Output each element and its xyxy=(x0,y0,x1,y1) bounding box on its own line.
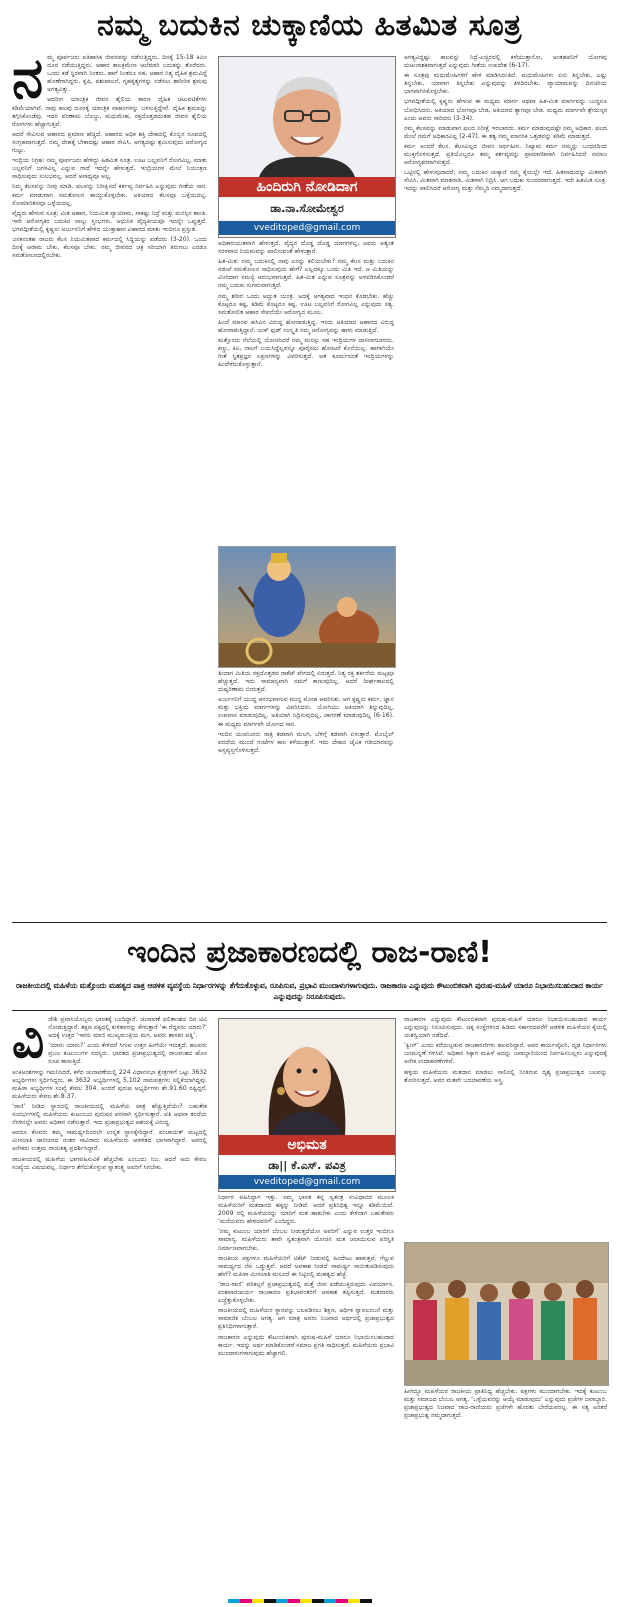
article1-paragraph: ಅಧಿಕಾರಯುತವಾಗಿ ಹೇಳುತ್ತದೆ. ವೈದ್ಯರ ದೊಡ್ಡ ದೊಡ್ಡ ಯಾಗಗಳಲ್ಲ, ಅವರು ಅತ್ಯಂತ ಸರಳವಾದ ನಿಯಮವನ್ನು ಪಾಲಿಸುವಂತೆ ಹೇಳುತ್ತಾರೆ. xyxy=(218,240,394,256)
article2-dropcap: ವಿ xyxy=(12,1016,45,1069)
article1-paragraph: ಮತ್ತೊಂದು ನೆಲೆಯಲ್ಲಿ ಯೋಚಿಸಿದರೆ ನಮ್ಮ ಮನಸ್ಸು ಸಹ ಇಂದ್ರಿಯಗಳ ದಾಸನಾಗಬಾರದು. ಕಣ್ಣು, ಕಿವಿ, ನಾಲಗೆ ಬಯಸಿದ್ದೆಲ್ಲವನ್ನೂ ಪೂರೈಸಲು ಹೊರಟರೆ ಕೊನೆಯಿಲ್ಲ. ಹಾಗಾಗಿಯೇ ಗೀತೆ ಸ್ಥಿತಪ್ರಜ್ಞನ ಲಕ್ಷಣಗಳನ್ನು ವಿವರಿಸುತ್ತದೆ. ಆತ ಕೂರ್ಮದಂತೆ ಇಂದ್ರಿಯಗಳನ್ನು ಹಿಂದೆಳೆದುಕೊಳ್ಳುತ್ತಾನೆ. xyxy=(218,337,394,369)
article1-paragraph: ಈ ಸೂತ್ರವು ಮಧುಮೇಹಿಗಳಿಗೆ ಹೇಳಿ ಮಾಡಿಸಿದಂತಿದೆ. ಮಧುಮೇಹಿಗಳು ಏನು ತಿನ್ನಬೇಕು, ಎಷ್ಟು ತಿನ್ನಬೇಕು, ಯಾವಾಗ ತಿನ್ನಬೇಕು ಎನ್ನುವುದನ್ನು ತಿಳಿದಿರಬೇಕು. ವ್ಯಾಯಾಮವನ್ನು ದಿನಚರಿಯ ಭಾಗವಾಗಿಸಿಕೊಳ್ಳಬೇಕು. xyxy=(404,72,607,96)
article1-paragraph: ಮ್ಮ ಪೂರ್ವಜರು ಐತಿಹಾಸಿಕ ಜೀವನವನ್ನು ನಡೆಸುತ್ತಿದ್ದರು. ದಿನಕ್ಕೆ 15-18 ಕಿಮೀ ದೂರ ನಡೆಯುತ್ತಿದ್ದರು. ಆಹಾರ ಕಾಲಕ್ರಮೇಣ ಆಲೆಮಾರಿ ಬದುಕನ್ನು ತೊರೆದರು. ಒಂದು ಕಡೆ ಸ್ಥಿರವಾಗಿ ನಿಂತರು. ಹಾಗೆ ನಿಂತರೂ ಸಹ, ಆಹಾರ ನಿತ್ಯ ದೈಹಿಕ ಶ್ರಮವಿದ್ದೆ ಹೊಣೆಗಾಗಿದ್ದರು. ಕೃಷಿ, ಪಶುಪಾಲನೆ, ಗೃಹಕೃತ್ಯಗಳನ್ನು ನಡೆಸಲು ಶಾರೀರಿಕ ಶ್ರಮವು ಅಗತ್ಯವಿತ್ತು. xyxy=(47,54,207,94)
article1-paragraph: ತಿಂದಾಗ ಮಿತಿಯ ರಕ್ತದೊತ್ತಡವ ರಾಕೆಟ್ ವೇಗದಲ್ಲಿ ಏರುತ್ತದೆ. ನಿತ್ಯ ರಕ್ತ ಶರ್ಕರೆಯ ಮಟ್ಟವೂ ಹೆಚ್ಚುತ್ತದೆ. ಇದು ಸಾಮಾನ್ಯವಾಗಿ ನಮಗೆ ಕಾಣುವುದಿಲ್ಲ. ಆದರೆ ದೀರ್ಘಕಾಲದಲ್ಲಿ ದುಷ್ಪರಿಣಾಮ ಬೀರುತ್ತದೆ. xyxy=(218,670,394,694)
article2-column-2 xyxy=(218,1194,394,1568)
article1-column-2-lower xyxy=(218,670,394,918)
article1-paragraph: ಆದರೀಗ ಯಾಂತ್ರಿಕ ಜೀವನ ಶೈಲಿಯ ಕಾರಣ ದೈಹಿಕ ಚಟುವಟಿಕೆಗಳು ಕಡಿಮೆಯಾಗಿವೆ. ನಾವು ಹಲವು ದೂರಕ್ಕೆ ಯಾಂತ್ರಿಕ ವಾಹನಗಳನ್ನು ಬಳಸುತ್ತಿದ್ದೇವೆ. ದೈಹಿಕ ಶ್ರಮವನ್ನು ತಗ್ಗಿಸಿಕೊಂಡೆವು. ಇದರ ಪರಿಣಾಮ ಬೊಜ್ಜು, ಮಧುಮೇಹ, ರಕ್ತದೊತ್ತಡದಂತಹ ಜೀವನ ಶೈಲಿಯ ರೋಗಗಳು ಹೆಚ್ಚಾಗುತ್ತಿವೆ. xyxy=(12,96,207,128)
article1-paragraph: ನಮ್ಮ ಕೆಲಸವನ್ನು ಮಾಡುವಾಗ ಫಲದ ನಿರೀಕ್ಷೆ ಇರಬಾರದು. ಕರ್ಮ ಮಾಡುವುದಷ್ಟೇ ನಮ್ಮ ಅಧಿಕಾರ. ಫಲದ ಮೇಲೆ ನಮಗೆ ಅಧಿಕಾರವಿಲ್ಲ (2-47). ಈ ತತ್ವ ನಮ್ಮ ಮಾನಸಿಕ ಒತ್ತಡವನ್ನು ಕಡಿಮೆ ಮಾಡುತ್ತದೆ. xyxy=(404,124,607,140)
article1-paragraph: ಇಂದಿನ ಯುವಜನರು ರಾತ್ರಿ ತಡವಾಗಿ ಮಲಗಿ, ಬೆಳಿಗ್ಗೆ ತಡವಾಗಿ ಏಳುತ್ತಾರೆ. ಮೊಬೈಲ್ ಪರದೆಯ ಮುಂದೆ ಗಂಟೆಗಳ ಕಾಲ ಕಳೆಯುತ್ತಾರೆ. ಇದು ದೇಹದ ಜೈವಿಕ ಗಡಿಯಾರವನ್ನು ಅಸ್ತವ್ಯಸ್ತಗೊಳಿಸುತ್ತದೆ. xyxy=(218,730,394,754)
article1-paragraph: ಹಿತ-ಮಿತ: ನಮ್ಮ ಬದುಕಿನಲ್ಲಿ ನಾವು ಎನನ್ನು ಕಲಿಯಬೇಕು? ನಮ್ಮ ಕೆಲಸ ಮತ್ತು ಬದುಕಿನ ನಡುವೆ ಸಮತೋಲನ ಸಾಧಿಸುವುದು ಹೇಗೆ? ಎಲ್ಲದಕ್ಕೂ ಒಂದು ಮಿತಿ ಇದೆ. ಆ ಮಿತಿಯನ್ನು ಮೀರಿದಾಗ ಸಮಸ್ಯೆ ಆರಂಭವಾಗುತ್ತದೆ. ಹಿತ-ಮಿತ ಎನ್ನುವ ಸೂತ್ರವನ್ನು ಅಳವಡಿಸಿಕೊಂಡರೆ ನಮ್ಮ ಬದುಕು ಸುಗಮವಾಗುತ್ತದೆ. xyxy=(218,258,394,290)
article2-paragraph: ರಾಜಕಾರಣ ಎನ್ನುವುದು ಕೌಟುಂಬಿಕವಾಗಿ ಪುರುಷ-ಮಹಿಳೆ ಯಾರೂ ನಿಭಾಯಿಸಬಹುದಾದ ಕಾರ್ಯ ಎನ್ನುವುದನ್ನು ನಿರೂಪಿಸುವುದು. ಚಿಕ್ಕ ಸಂಸ್ಥೆಗಳಿಂದ ಹಿಡಿದು ಸರ್ಕಾರದವರೆಗೆ ಆಡಳಿತ ಮಹಿಳೆಯರ ಕೈಯಲ್ಲಿ ಯಶಸ್ವಿಯಾಗಿ ನಡೆದಿದೆ. xyxy=(404,1016,607,1040)
article2-paragraph: ‘ರಾಜ-ರಾಣಿ’ ಪರಿಕಲ್ಪನೆ ಪ್ರಜಾಪ್ರಭುತ್ವದಲ್ಲಿ ಮತ್ತೆ ಜೀವ ಪಡೆಯುತ್ತಿರುವುದು ವಿಪರ್ಯಾಸ. ವಂಶಪಾರಂಪರ್ಯ ರಾಜಕಾರಣ ಪ್ರತಿಭಾವಂತರಿಗೆ ಅವಕಾಶ ತಪ್ಪಿಸುತ್ತದೆ. ಮತದಾರರು ಎಚ್ಚೆತ್ತುಕೊಳ್ಳಬೇಕು. xyxy=(218,1280,394,1305)
article1-headline: ನಮ್ಮ ಬದುಕಿನ ಚುಕ್ಕಾಣಿಯ ಹಿತಮಿತ ಸೂತ್ರ xyxy=(97,8,522,43)
article1-email: vveditoped@gmail.com xyxy=(219,221,395,235)
article2-paragraph: ‘ಕ್ವೀನ್’ ಎಂದು ಕರೆಯಲ್ಪಡುವ ರಾಜಕಾರಣಿಗಳು ಹಲವರಿದ್ದಾರೆ. ಅವರ ಕಾರ್ಯವೈಖರಿ, ದೃಢ ನಿರ್ಧಾರಗಳು ಜನಮನ್ನಣೆ ಗಳಿಸಿವೆ. ಅಧಿಕಾರ ಸಿಕ್ಕಾಗ ಮಹಿಳೆ ಅದನ್ನು ಜವಾಬ್ದಾರಿಯಿಂದ ನಿರ್ವಹಿಸಬಲ್ಲಳು ಎನ್ನುವುದಕ್ಕೆ ಅನೇಕ ಉದಾಹರಣೆಗಳಿವೆ. xyxy=(404,1042,607,1066)
article1-column-2-upper xyxy=(218,240,394,540)
article1-author-box xyxy=(218,56,396,238)
article1-dropcap: ನ xyxy=(12,54,44,111)
article2-voters-image xyxy=(404,1242,609,1386)
article2-column-3-lower xyxy=(404,1388,607,1568)
article2-paragraph: ರಾಜಕಾರಣ ಎನ್ನುವುದು ಕೌಟುಂಬಿಕವಾಗಿ ಪುರುಷ-ಮಹಿಳೆ ಯಾರೂ ನಿಭಾಯಿಸಬಹುದಾದ ಕಾರ್ಯ. ಇದನ್ನು ಅರ್ಥ ಮಾಡಿಕೊಂಡರೆ ಸಮಾಜ ಪ್ರಗತಿ ಸಾಧಿಸುತ್ತದೆ. ಮಹಿಳೆಯರು ಪ್ರಭಾವಿ ಮುಂದಾಳುಗಳಾಗುವುದು ಹೆಚ್ಚಾಗಲಿ. xyxy=(218,1333,394,1357)
article2-subheadline: ರಾಜಕೀಯದಲ್ಲಿ ಮಹಿಳೆಯ ಮತ್ತೊಂದು ಮಹತ್ವದ ಪಾತ್ರ ಆಡಳಿತ ವ್ಯವಸ್ಥೆಯ ನಿರ್ಧಾರಗಳನ್ನು ತೆಗೆದುಕೊಳ್ಳುವ, ರೂಪಿಸುವ, ಪ್ರಭಾವಿ ಮುಂದಾಳುಗಳಾಗುವುದು. ರಾಜಕಾರಣ ಎನ್ನುವುದು ಕೌಟುಂಬಿಕವಾಗಿ ಪುರುಷ-ಮಹಿಳೆ ಯಾರೂ ನಿಭಾಯಿಸಬಹುದಾದ ಕಾರ್ಯ ಎನ್ನುವುದನ್ನು ನಿರೂಪಿಸುವುದು. xyxy=(16,981,603,1001)
article1-paragraph: ಭಗವದ್ಗೀತೆಯಲ್ಲಿ ಕೃಷ್ಣನು ಹೇಳುವ ಈ ಮಧ್ಯಮ ಮಾರ್ಗ ಅಥವಾ ಹಿತ-ಮಿತ ಮಾರ್ಗವನ್ನು ಬುದ್ಧನೂ ಬೋಧಿಸಿದನು. ಅತಿಯಾದ ಭೋಗವೂ ಬೇಡ, ಅತಿಯಾದ ತ್ಯಾಗವೂ ಬೇಡ. ಮಧ್ಯಮ ಮಾರ್ಗವೇ ಶ್ರೇಯಸ್ಕರ ಎಂದು ಅವನು ಸಾರಿದನು (3-34). xyxy=(404,98,607,122)
article1-paragraph: ಹಿಂದೆ ಮಾನವ ಹಸಿವಿನ ವಿರುದ್ಧ ಹೋರಾಡುತ್ತಿದ್ದ. ಇಂದು ಅತಿಯಾದ ಆಹಾರದ ವಿರುದ್ಧ ಹೋರಾಡುತ್ತಿದ್ದಾನೆ. ಜಂಕ್ ಫುಡ್ ಸಂಸ್ಕೃತಿ ನಮ್ಮ ಆರೋಗ್ಯವನ್ನು ಹಾಳು ಮಾಡುತ್ತಿದೆ. xyxy=(218,318,394,334)
article2-paragraph: ‘ರಾಣಿ’ ನೀಡಿದ ಸ್ಥಾನದಲ್ಲಿ ರಾಜಕೀಯದಲ್ಲಿ ಮಹಿಳೆಯ ಪಾತ್ರ ಹೆಚ್ಚುತ್ತಿದೆಯೇ? ಬಹುತೇಕ ಸಂದರ್ಭಗಳಲ್ಲಿ ಮಹಿಳೆಯರು ಕುಟುಂಬದ ಪುರುಷರ ಪರವಾಗಿ ಸ್ಪರ್ಧಿಸುತ್ತಾರೆ. ಪತಿ ಅಥವಾ ತಂದೆಯ ನೆರಳಿನಲ್ಲೇ ಅವರು ಅಧಿಕಾರ ನಡೆಸುತ್ತಾರೆ. ಇದು ಪ್ರಜಾಪ್ರಭುತ್ವದ ಆಶಯಕ್ಕೆ ವಿರುದ್ಧ. xyxy=(12,1102,207,1127)
article2-headline: ಇಂದಿನ ಪ್ರಜಾಕಾರಣದಲ್ಲಿ ರಾಜ-ರಾಣಿ! xyxy=(127,935,492,970)
article2-column-3-upper xyxy=(404,1016,607,1238)
print-registration-bar xyxy=(228,1588,388,1594)
article2-paragraph: ದೇಶಿ ಪ್ರವಾಸಿಯೊಬ್ಬರು ಭಾರತಕ್ಕೆ ಬಂದಿದ್ದಾರೆ. ಚುನಾವಣೆ ಫಲಿತಾಂಶದ ದಿನ ಟಿವಿ ನೋಡುತ್ತಿದ್ದಾರೆ. ತಕ್ಷಣ ಪಕ್ಕದಲ್ಲಿ ಕುಳಿತವರನ್ನು ಕೇಳುತ್ತಾರೆ ‘ಈ ಗೆದ್ದವರು ಯಾರು?’ ಅದಕ್ಕೆ ಉತ್ತರ ‘ಇವರು ಮಾಜಿ ಮುಖ್ಯಮಂತ್ರಿಯ ಮಗ, ಅವರು ಶಾಸಕನ ಪತ್ನಿ’. xyxy=(48,1016,207,1040)
article1-paragraph: ಕರ್ಮ ಅಂದರೆ ಕೆಲಸ. ಕೆಲಸವಿಲ್ಲದ ಜೀವನ ಅರ್ಥಹೀನ. ನಿಷ್ಕಾಮ ಕರ್ಮ ನಮ್ಮನ್ನು ಬಂಧನದಿಂದ ಮುಕ್ತಗೊಳಿಸುತ್ತದೆ. ಪ್ರತಿಯೊಬ್ಬರೂ ತಮ್ಮ ಕರ್ತವ್ಯವನ್ನು ಪ್ರಾಮಾಣಿಕವಾಗಿ ನಿರ್ವಹಿಸಿದರೆ ಸಮಾಜ ಆರೋಗ್ಯಕರವಾಗಿರುತ್ತದೆ. xyxy=(404,142,607,167)
article2-paragraph: ರಾಜಕೀಯ ಪಕ್ಷಗಳೂ ಮಹಿಳೆಯರಿಗೆ ಟಿಕೆಟ್ ನೀಡುವಲ್ಲಿ ಹಿಂದೇಟು ಹಾಕುತ್ತವೆ. ಗೆಲ್ಲುವ ಸಾಮರ್ಥ್ಯದ ನೆಪ ಒಡ್ಡುತ್ತವೆ. ಆದರೆ ಅವಕಾಶ ನೀಡದೆ ಸಾಮರ್ಥ್ಯ ಸಾಬೀತುಪಡಿಸುವುದು ಹೇಗೆ? ಮಹಿಳಾ ಮೀಸಲಾತಿ ಮಸೂದೆ ಈ ನಿಟ್ಟಿನಲ್ಲಿ ಮಹತ್ವದ ಹೆಜ್ಜೆ. xyxy=(218,1254,394,1278)
article2-paragraph: ರಾಜಕೀಯದಲ್ಲಿ ಮಹಿಳೆಯ ಭಾಗವಹಿಸುವಿಕೆ ಹೆಚ್ಚಬೇಕು ಎಂಬುದು ನಿಜ. ಆದರೆ ಅದು ಕೇವಲ ಸಂಖ್ಯೆಯ ವಿಷಯವಲ್ಲ. ನಿರ್ಧಾರ ತೆಗೆದುಕೊಳ್ಳುವ ಸ್ವಾತಂತ್ರ್ಯ ಅವರಿಗೆ ಸಿಗಬೇಕು. xyxy=(12,1155,207,1171)
article1-paragraph: ಆದರೆ ಸೇವಿಸುವ ಆಹಾರದ ಪ್ರಮಾಣ ಹೆಚ್ಚಿದೆ. ಆಹಾರದ ಅಧಿಕ ಶಕ್ತಿ ದೇಹದಲ್ಲಿ ಕೊಬ್ಬಿನ ರೂಪದಲ್ಲಿ ಸಂಗ್ರಹವಾಗುತ್ತದೆ. ನಮ್ಮ ದೇಹಕ್ಕೆ ಬೇಕಾದಷ್ಟು ಆಹಾರ ಸೇವಿಸಿ, ಅಗತ್ಯದಷ್ಟು ಶ್ರಮಿಸುವುದು ಆರೋಗ್ಯದ ಗುಟ್ಟು. xyxy=(12,130,207,155)
article2-paragraph: ಹೀಗಿದ್ದೂ ಮಹಿಳೆಯರ ರಾಜಕೀಯ ಪ್ರಾತಿನಿಧ್ಯ ಹೆಚ್ಚಬೇಕು. ಪಕ್ಷಗಳು ಮುಂದಾಗಬೇಕು. ಇದಕ್ಕೆ ಕುಟುಂಬ ಮತ್ತು ಸಮಾಜದ ಬೆಂಬಲ ಅಗತ್ಯ. ‘ಒಳ್ಳೆಯವರನ್ನು ಆಯ್ಕೆ ಮಾಡುವುದು’ ಎನ್ನುವುದು ಪ್ರಜೆಗಳ ಜವಾಬ್ದಾರಿ. ಪ್ರಜಾಪ್ರಭುತ್ವದ ನಿಜವಾದ ರಾಜ-ರಾಣಿಯರು ಪ್ರಜೆಗಳೇ ಹೊರತು ಬೇರೆಯವರಲ್ಲ. ಈ ಸತ್ಯ ಅರಿತರೆ ಪ್ರಜಾಪ್ರಭುತ್ವ ನಮ್ಮದಾಗುತ್ತದೆ. xyxy=(404,1388,607,1420)
article2-email: vveditoped@gmail.com xyxy=(219,1175,395,1189)
article1-gita-illustration xyxy=(218,546,396,668)
article2-paragraph: ರಾಜಕೀಯದಲ್ಲಿ ಮಹಿಳೆಯರ ಸ್ಥಾನವನ್ನು ಬಲಪಡಿಸಲು ಶಿಕ್ಷಣ, ಆರ್ಥಿಕ ಸ್ವಾವಲಂಬನೆ ಮತ್ತು ಸಾಮಾಜಿಕ ಬೆಂಬಲ ಅಗತ್ಯ. ಆಗ ಮಾತ್ರ ಅವರು ನಿಜವಾದ ಅರ್ಥದಲ್ಲಿ ಪ್ರಜಾಪ್ರಭುತ್ವದ ಪ್ರತಿನಿಧಿಗಳಾಗುತ್ತಾರೆ. xyxy=(218,1307,394,1331)
article2-paragraph: ಹಳ್ಳಿಯ ಮಹಿಳೆಯರು ಮತದಾನ ಮಾಡಲು ಸಾಲಿನಲ್ಲಿ ನಿಂತಿರುವ ದೃಶ್ಯ ಪ್ರಜಾಪ್ರಭುತ್ವದ ಬಲವನ್ನು ತೋರಿಸುತ್ತದೆ. ಅವರ ಮತವೇ ಬದಲಾವಣೆಯ ಅಸ್ತ್ರ. xyxy=(404,1068,607,1084)
article1-column-1 xyxy=(12,54,207,918)
author-portrait-illustration xyxy=(219,57,395,177)
article2-paragraph: ನಿರ್ಧಾರ ವಹಿಸಿದ್ದಾಗ ಇತ್ತು. ನಮ್ಮ ಭಾರತ ತನ್ನ ಸ್ವತಂತ್ರ ಸಂವಿಧಾನದ ಮೂಲಕ ಮಹಿಳೆಯರಿಗೆ ಮತದಾನದ ಹಕ್ಕನ್ನು ನೀಡಿದೆ. ಆದರೆ ಪ್ರತಿನಿಧಿತ್ವ ಇನ್ನೂ ಕಡಿಮೆಯಿದೆ. 2009 ರಲ್ಲಿ ಮಹಿಳೆಯರನ್ನು ಯಾರಿಗೆ ಮತ ಹಾಕಬೇಕು ಎಂದು ಕೇಳಿದಾಗ ಬಹುತೇಕರು ‘ಮನೆಯವರು ಹೇಳಿದವರಿಗೆ’ ಎಂದಿದ್ದರು. xyxy=(218,1194,394,1226)
article2-paragraph: ಆದರೂ ಕೆಲವರು ತಮ್ಮ ಸಾಮರ್ಥ್ಯದಿಂದಲೇ ಉನ್ನತ ಸ್ಥಾನಕ್ಕೇರಿದ್ದಾರೆ. ಪಂಚಾಯತ್ ಮಟ್ಟದಲ್ಲಿ ಮೀಸಲಾತಿ ಜಾರಿಯಾದ ನಂತರ ಸಾವಿರಾರು ಮಹಿಳೆಯರು ಆಡಳಿತದ ಭಾಗವಾಗಿದ್ದಾರೆ. ಅವರಲ್ಲಿ ಅನೇಕರು ಉತ್ತಮ ನಾಯಕತ್ವ ಪ್ರದರ್ಶಿಸಿದ್ದಾರೆ. xyxy=(12,1129,207,1153)
article1-paragraph: ಅಗತ್ಯವಿದ್ದಷ್ಟು ಕಾಲವನ್ನು ನಿದ್ರೆ-ಎಚ್ಚರದಲ್ಲಿ ಕಳೆಯುತ್ತಾನೋ, ಅಂತಹವನಿಗೆ ಯೋಗವು ದುಃಖನಾಶಕವಾಗುತ್ತದೆ ಎನ್ನುವುದು ಗೀತೆಯ ಉಪದೇಶ (6-17). xyxy=(404,54,607,70)
article2-paragraph: ‘ಯಾರು ಯಾರು?’ ಎಂದು ಕೇಳಿದರೆ ಸಿಗುವ ಉತ್ತರ ಹೀಗೆಯೇ ಇರುತ್ತದೆ. ಹಲವರು ಪ್ರಬಲ ಕುಟುಂಬಗಳ ಸದಸ್ಯರು. ಭಾರತದ ಪ್ರಜಾಪ್ರಭುತ್ವದಲ್ಲಿ ರಾಜವಂಶದ ಹೊಸ ರೂಪ ಕಾಣುತ್ತಿದೆ. xyxy=(48,1042,207,1066)
article1-paragraph: ನಿಮ್ಮ ಕೆಲಸವನ್ನು ನೀವು ಮಾಡಿ. ಫಲವನ್ನು ನಿರೀಕ್ಷಿಸದೆ ಕರ್ತವ್ಯ ನಿರ್ವಹಿಸಿ ಎನ್ನುವುದು ಗೀತೆಯ ಸಾರ. ಕರ್ಮ ಮಾಡುವಾಗ ಸಮತೋಲನ ಕಾಯ್ದುಕೊಳ್ಳಬೇಕು. ಅತಿಯಾದ ಕೆಲಸವೂ ಒಳ್ಳೆಯದಲ್ಲ, ಸೋಮಾರಿತನವೂ ಒಳ್ಳೆಯದಲ್ಲ. xyxy=(12,183,207,207)
article2-column-1 xyxy=(12,1016,207,1568)
article-divider xyxy=(12,922,607,923)
article1-paragraph: ಜನಕನಂತಹ ರಾಜರು ಕೆಲಸ ನಿಯಮಿತವಾದ ಕರ್ಮದಲ್ಲಿ ಸಿದ್ಧಿಯನ್ನು ಪಡೆದರು (3-20). ಒಂದು ದಿನಕ್ಕೆ ಆರಾಮ ಬೇಕು, ಕೆಲಸವೂ ಬೇಕು. ನಮ್ಮ ಜೀವನದ ಚಕ್ರ ಸರಿಯಾಗಿ ತಿರುಗಲು ಎರಡೂ ಸಮತೋಲನದಲ್ಲಿರಬೇಕು. xyxy=(12,235,207,260)
article2-paragraph: ಅಂಕಿಅಂಶಗಳನ್ನು ಗಮನಿಸಿದರೆ, ಕಳೆದ ಚುನಾವಣೆಯಲ್ಲಿ 224 ವಿಧಾನಸಭಾ ಕ್ಷೇತ್ರಗಳಿಗೆ ಒಟ್ಟು 3632 ಅಭ್ಯರ್ಥಿಗಳು ಸ್ಪರ್ಧಿಸಿದ್ದರು. ಈ 3632 ಅಭ್ಯರ್ಥಿಗಳಲ್ಲಿ 5,102 ನಾಮಪತ್ರಗಳು ಸಲ್ಲಿಕೆಯಾಗಿದ್ದವು. ಮಹಿಳಾ ಅಭ್ಯರ್ಥಿಗಳ ಸಂಖ್ಯೆ ಕೇವಲ 304. ಅಂದರೆ ಪುರುಷ ಅಭ್ಯರ್ಥಿಗಳು ಶೇ.91.60 ರಷ್ಟಿದ್ದರೆ, ಮಹಿಳೆಯರು ಕೇವಲ ಶೇ.8.37. xyxy=(12,1068,207,1100)
author-portrait-illustration xyxy=(219,1019,395,1137)
article1-paragraph: ಅರ್ಜುನನಿಗೆ ಯುದ್ಧ ಆರಂಭವಾಗುವ ಮುನ್ನ ಮೋಹ ಆವರಿಸಿತು. ಆಗ ಕೃಷ್ಣನು ಕರ್ಮ, ಜ್ಞಾನ ಮತ್ತು ಭಕ್ತಿಯ ಮಾರ್ಗಗಳನ್ನು ವಿವರಿಸಿದನು. ಯೋಗಿಯು ಅತಿಯಾಗಿ ತಿನ್ನುವುದಿಲ್ಲ, ಉಪವಾಸ ಮಾಡುವುದಿಲ್ಲ. ಅತಿಯಾಗಿ ನಿದ್ರಿಸುವುದಿಲ್ಲ, ಜಾಗರಣೆ ಮಾಡುವುದಿಲ್ಲ (6-16). ಈ ಮಧ್ಯಮ ಮಾರ್ಗವೇ ಯೋಗದ ಸಾರ. xyxy=(218,696,394,728)
article1-paragraph: ಇಂದ್ರಿಯ ನಿಗ್ರಹ: ನಮ್ಮ ಪೂರ್ವಜರು ಹೇಳಿದ್ದು ಹಿತಮಿತ ಸೂತ್ರ. ಊಟ ಬಲ್ಲವನಿಗೆ ರೋಗವಿಲ್ಲ, ಮಾತು ಬಲ್ಲವನಿಗೆ ಜಗಳವಿಲ್ಲ ಎನ್ನುವ ಗಾದೆ ಇದನ್ನೇ ಹೇಳುತ್ತದೆ. ಇಂದ್ರಿಯಗಳ ಮೇಲೆ ನಿಯಂತ್ರಣ ಸಾಧಿಸುವುದು ಸುಲಭವಲ್ಲ. ಆದರೆ ಅಸಾಧ್ಯವೂ ಅಲ್ಲ. xyxy=(12,157,207,181)
article2-paragraph: ‘ನಮ್ಮ ಕುಟುಂಬ ಯಾರಿಗೆ ಬೆಂಬಲ ನೀಡುತ್ತದೆಯೋ ಅವರಿಗೆ’ ಎನ್ನುವ ಉತ್ತರ ಇಂದಿಗೂ ಸಾಮಾನ್ಯ. ಮಹಿಳೆಯರು ತಾವೇ ಸ್ವತಂತ್ರವಾಗಿ ಯೋಚಿಸಿ ಮತ ಚಲಾಯಿಸುವ ಪರಿಸ್ಥಿತಿ ನಿರ್ಮಾಣವಾಗಬೇಕು. xyxy=(218,1228,394,1252)
article1-author-name: ಡಾ.ನಾ.ಸೋಮೇಶ್ವರ xyxy=(219,199,395,219)
subhead-divider xyxy=(12,1010,607,1011)
article1-column-3 xyxy=(404,54,607,918)
women-voters-queue-image xyxy=(405,1243,608,1385)
article2-author-box xyxy=(218,1018,396,1192)
article1-paragraph: ಒಟ್ಟಿನಲ್ಲಿ ಹೇಳುವುದಾದರೆ, ನಮ್ಮ ಬದುಕಿನ ಚುಕ್ಕಾಣಿ ನಮ್ಮ ಕೈಯಲ್ಲೇ ಇದೆ. ಹಿತವಾದುದನ್ನು ಮಿತವಾಗಿ ಸೇವಿಸಿ, ಮಿತವಾಗಿ ಮಾತನಾಡಿ, ಮಿತವಾಗಿ ನಿದ್ರಿಸಿ. ಆಗ ಬದುಕು ಸುಂದರವಾಗುತ್ತದೆ. ಇದೇ ಹಿತಮಿತ ಸೂತ್ರ. ಇದನ್ನು ಪಾಲಿಸಿದರೆ ಆರೋಗ್ಯ ಮತ್ತು ನೆಮ್ಮದಿ ನಮ್ಮದಾಗುತ್ತದೆ. xyxy=(404,169,607,193)
article2-column-banner: ಅಭಿಮತ xyxy=(219,1135,395,1155)
article1-paragraph: ವೈದ್ಯರು ಹೇಳುವ ಸೂತ್ರ: ಮಿತ ಆಹಾರ, ನಿಯಮಿತ ವ್ಯಾಯಾಮ, ಸಾಕಷ್ಟು ನಿದ್ರೆ ಮತ್ತು ಮನಸ್ಸಿನ ಶಾಂತಿ. ಇವೇ ಆರೋಗ್ಯಕರ ಬದುಕಿನ ನಾಲ್ಕು ಸ್ತಂಭಗಳು. ಆಧುನಿಕ ವೈದ್ಯಕೀಯವೂ ಇದನ್ನೇ ಒಪ್ಪುತ್ತದೆ. ಭಗವದ್ಗೀತೆಯಲ್ಲಿ ಕೃಷ್ಣನು ಅರ್ಜುನನಿಗೆ ಹೇಳಿದ ಯುಕ್ತಾಹಾರ ವಿಹಾರದ ಮಾತು ಇಂದಿಗೂ ಪ್ರಸ್ತುತ. xyxy=(12,209,207,233)
article1-column-banner: ಹಿಂದಿರುಗಿ ನೋಡಿದಾಗ xyxy=(219,177,395,197)
article1-paragraph: ನಮ್ಮ ಶರೀರ ಒಂದು ಅದ್ಭುತ ಯಂತ್ರ. ಅದಕ್ಕೆ ಅಗತ್ಯವಾದ ಇಂಧನ ಕೊಡಬೇಕು. ಹೆಚ್ಚು ಕೊಟ್ಟರೂ ಕಷ್ಟ, ಕಡಿಮೆ ಕೊಟ್ಟರೂ ಕಷ್ಟ. ಊಟ ಬಲ್ಲವನಿಗೆ ರೋಗವಿಲ್ಲ ಎನ್ನುವುದು ಸತ್ಯ. ಸಮತೋಲಿತ ಆಹಾರ ಸೇವನೆಯೇ ಆರೋಗ್ಯದ ಮೂಲ. xyxy=(218,292,394,316)
krishna-chariot-image xyxy=(219,547,395,667)
article2-author-name: ಡಾ|| ಕೆ.ಎಸ್. ಪವಿತ್ರ xyxy=(219,1157,395,1175)
